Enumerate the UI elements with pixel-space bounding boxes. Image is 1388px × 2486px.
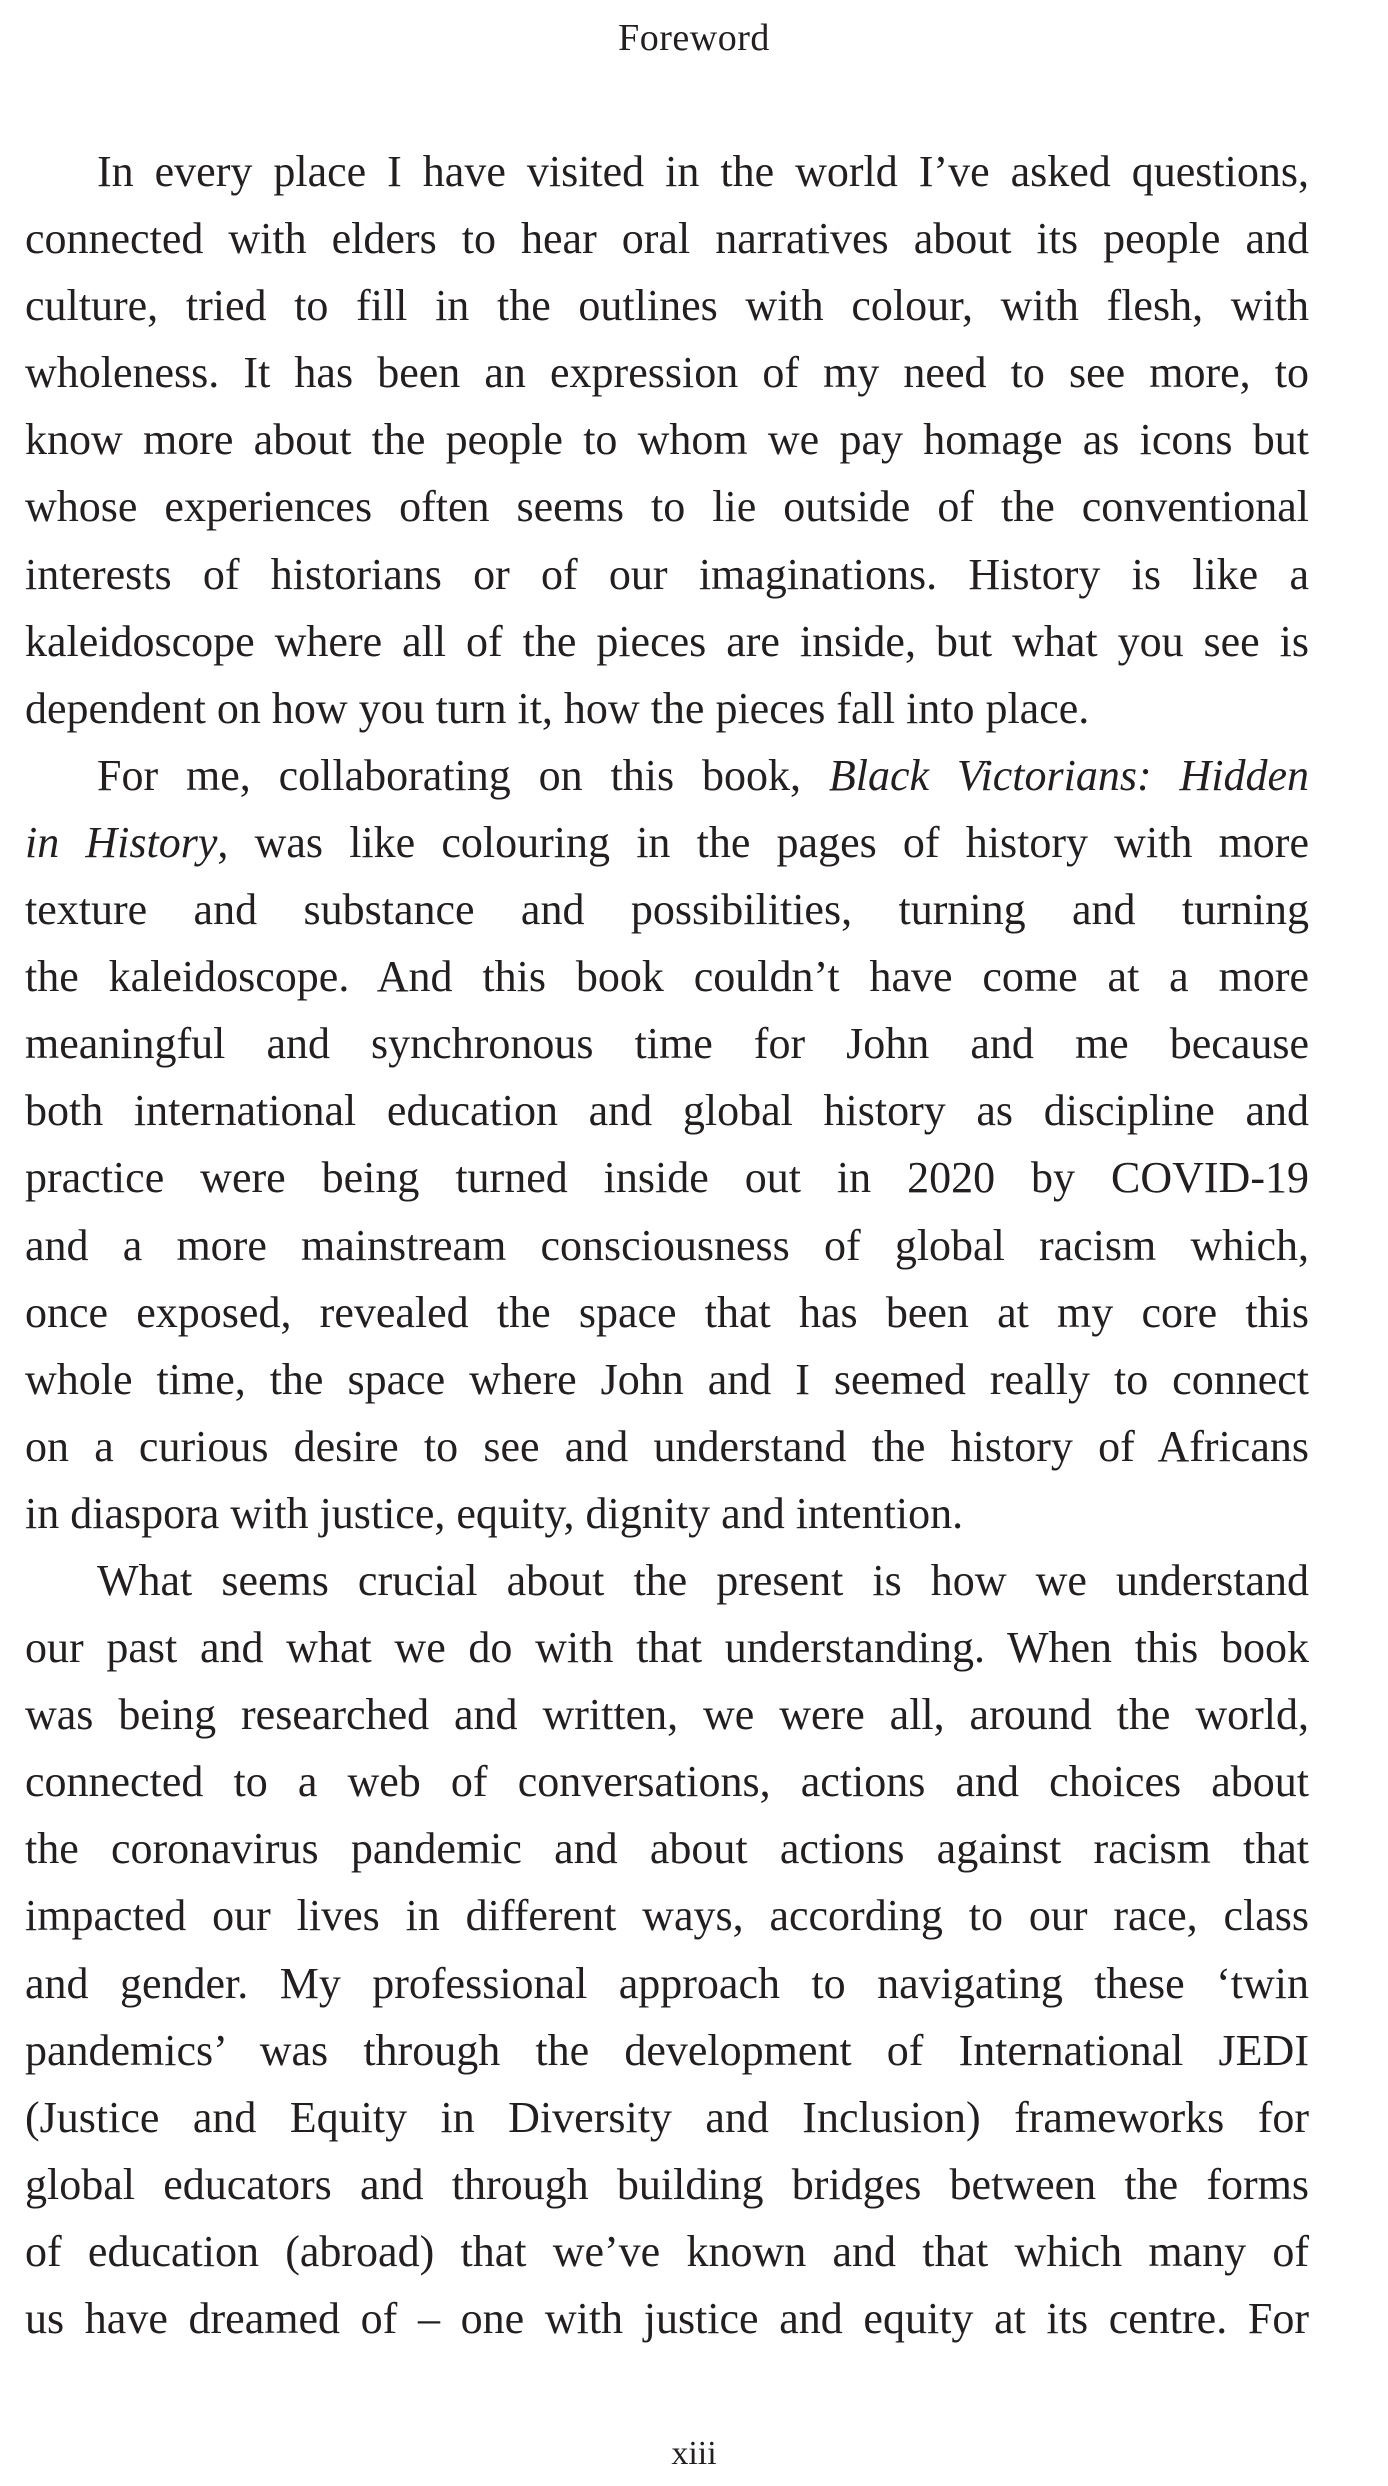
paragraph-2 (25, 742, 1309, 1547)
text-line: wholeness. It has been an expression of my need to see more, to (25, 348, 1309, 398)
text-line: texture and substance and possibilities, turning and turning (25, 885, 1309, 935)
paragraph-1 (25, 138, 1309, 742)
text-line: In every place I have visited in the world I’ve asked questions, (97, 147, 1309, 196)
text-line: connected with elders to hear oral narratives about its people and (25, 214, 1309, 264)
text-line: culture, tried to fill in the outlines with colour, with flesh, with (25, 281, 1309, 331)
text-line: know more about the people to whom we pay homage as icons but (25, 415, 1309, 465)
text-run: , was like colouring in the pages of history with more (217, 817, 1309, 867)
text-line: was being researched and written, we were all, around the world, (25, 1690, 1309, 1740)
text-line: (Justice and Equity in Diversity and Inclusion) frameworks for (25, 2092, 1309, 2142)
text-line: us have dreamed of – one with justice and equity at its centre. For (25, 2294, 1309, 2343)
text-line: whose experiences often seems to lie outside of the conventional (25, 482, 1309, 532)
text-line: practice were being turned inside out in 2020 by COVID-19 (25, 1153, 1309, 1203)
text-line: meaningful and synchronous time for John and me because (25, 1019, 1309, 1069)
running-head: Foreword (618, 17, 770, 59)
text-line: pandemics’ was through the development of International JEDI (25, 2025, 1309, 2075)
text-line: kaleidoscope where all of the pieces are inside, but what you see is (25, 616, 1309, 666)
text-line: our past and what we do with that understanding. When this book (25, 1623, 1309, 1673)
text-line: the kaleidoscope. And this book couldn’t have come at a more (25, 952, 1309, 1002)
text-line: interests of historians or of our imaginations. History is like a (25, 549, 1309, 599)
text-line: on a curious desire to see and understand the history of Africans (25, 1421, 1309, 1471)
text-line: whole time, the space where John and I seemed really to connect (25, 1354, 1309, 1404)
text-line (25, 742, 1309, 809)
book-title-italic: Black Victorians: Hidden (828, 750, 1309, 800)
text-line: once exposed, revealed the space that has been at my core this (25, 1287, 1309, 1337)
text-line: both international education and global history as discipline and (25, 1086, 1309, 1136)
text-line: connected to a web of conversations, actions and choices about (25, 1757, 1309, 1807)
text-line (25, 809, 1309, 876)
body-text (25, 138, 1309, 2352)
text-line: global educators and through building bridges between the forms (25, 2159, 1309, 2209)
text-line: in diaspora with justice, equity, dignity and intention. (25, 1488, 964, 1538)
text-line: of education (abroad) that we’ve known and that which many of (25, 2226, 1309, 2276)
text-line: and gender. My professional approach to navigating these ‘twin (25, 1958, 1309, 2008)
text-run: For me, collaborating on this book, (97, 750, 829, 800)
paragraph-3 (25, 1547, 1309, 2352)
text-line: dependent on how you turn it, how the pieces fall into place. (25, 683, 1090, 733)
text-line: and a more mainstream consciousness of global racism which, (25, 1220, 1309, 1270)
text-line: impacted our lives in different ways, according to our race, class (25, 1891, 1309, 1941)
text-line: the coronavirus pandemic and about actions against racism that (25, 1824, 1309, 1874)
book-title-italic: in History (25, 817, 218, 867)
text-line: What seems crucial about the present is how we understand (97, 1555, 1309, 1605)
page-number: xiii (671, 2435, 717, 2472)
